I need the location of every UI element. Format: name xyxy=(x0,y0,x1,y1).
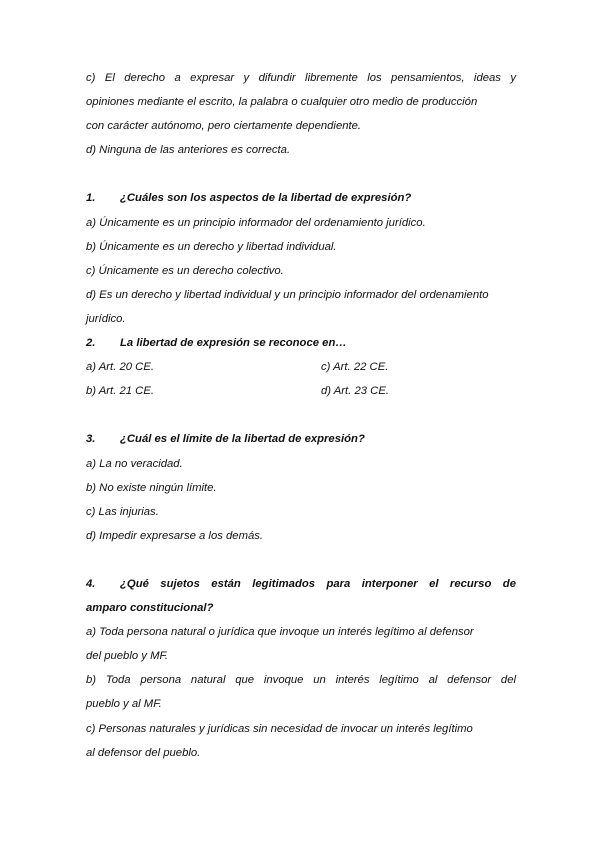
q4-option-c-line-1: c) Personas naturales y jurídicas sin necesidad de invocar un interés legítimo xyxy=(86,722,473,735)
option-c-line-2: opiniones mediante el escrito, la palabra o cualquier otro medio de producción xyxy=(86,96,478,109)
question-1 xyxy=(86,186,516,210)
q2-option-a: a) Art. 20 CE. xyxy=(86,361,155,374)
q2-options-row-2 xyxy=(86,379,516,403)
question-2 xyxy=(86,331,516,355)
q2-option-d: d) Art. 23 CE. xyxy=(321,385,390,398)
question-3-text: ¿Cuál es el límite de la libertad de expresión? xyxy=(120,433,365,446)
option-c-line-1: c) El derecho a expresar y difundir libremente los pensamientos, ideas y xyxy=(86,72,516,84)
q3-option-a: a) La no veracidad. xyxy=(86,457,183,470)
q1-option-d-line-1: d) Es un derecho y libertad individual y un principio informador del ordenamiento xyxy=(86,288,489,301)
option-c-line-3: con carácter autónomo, pero ciertamente dependiente. xyxy=(86,120,362,133)
q2-option-b: b) Art. 21 CE. xyxy=(86,385,155,398)
question-4-text-line-2: amparo constitucional? xyxy=(86,602,214,615)
q4-option-a-line-1: a) Toda persona natural o jurídica que invoque un interés legítimo al defensor xyxy=(86,626,474,639)
question-2-text: La libertad de expresión se reconoce en… xyxy=(120,337,347,350)
question-1-number: 1. xyxy=(86,192,96,205)
question-4 xyxy=(86,572,516,596)
q4-option-a-line-2: del pueblo y MF. xyxy=(86,650,169,663)
q2-options-row-1 xyxy=(86,355,516,379)
q2-option-c: c) Art. 22 CE. xyxy=(321,361,389,374)
question-4-text-line-1: ¿Qué sujetos están legitimados para interponer el recurso de xyxy=(120,577,516,590)
q1-option-b: b) Únicamente es un derecho y libertad individual. xyxy=(86,240,337,253)
question-3-number: 3. xyxy=(86,433,96,446)
question-1-text: ¿Cuáles son los aspectos de la libertad de expresión? xyxy=(120,192,412,205)
q4-option-b-line-1: b) Toda persona natural que invoque un interés legítimo al defensor del xyxy=(86,674,516,687)
q3-option-d: d) Impedir expresarse a los demás. xyxy=(86,529,264,542)
q1-option-c: c) Únicamente es un derecho colectivo. xyxy=(86,264,284,277)
option-d: d) Ninguna de las anteriores es correcta. xyxy=(86,144,291,157)
q1-option-d-line-2: jurídico. xyxy=(86,312,126,325)
question-4-number: 4. xyxy=(86,577,96,590)
document-page xyxy=(86,66,516,765)
q3-option-b: b) No existe ningún límite. xyxy=(86,481,217,494)
q3-option-c: c) Las injurias. xyxy=(86,505,159,518)
q4-option-c-line-2: al defensor del pueblo. xyxy=(86,746,201,759)
q4-option-b-line-2: pueblo y al MF. xyxy=(86,698,162,711)
q1-option-a: a) Únicamente es un principio informador del ordenamiento jurídico. xyxy=(86,216,426,229)
question-3 xyxy=(86,427,516,451)
question-2-number: 2. xyxy=(86,337,96,350)
